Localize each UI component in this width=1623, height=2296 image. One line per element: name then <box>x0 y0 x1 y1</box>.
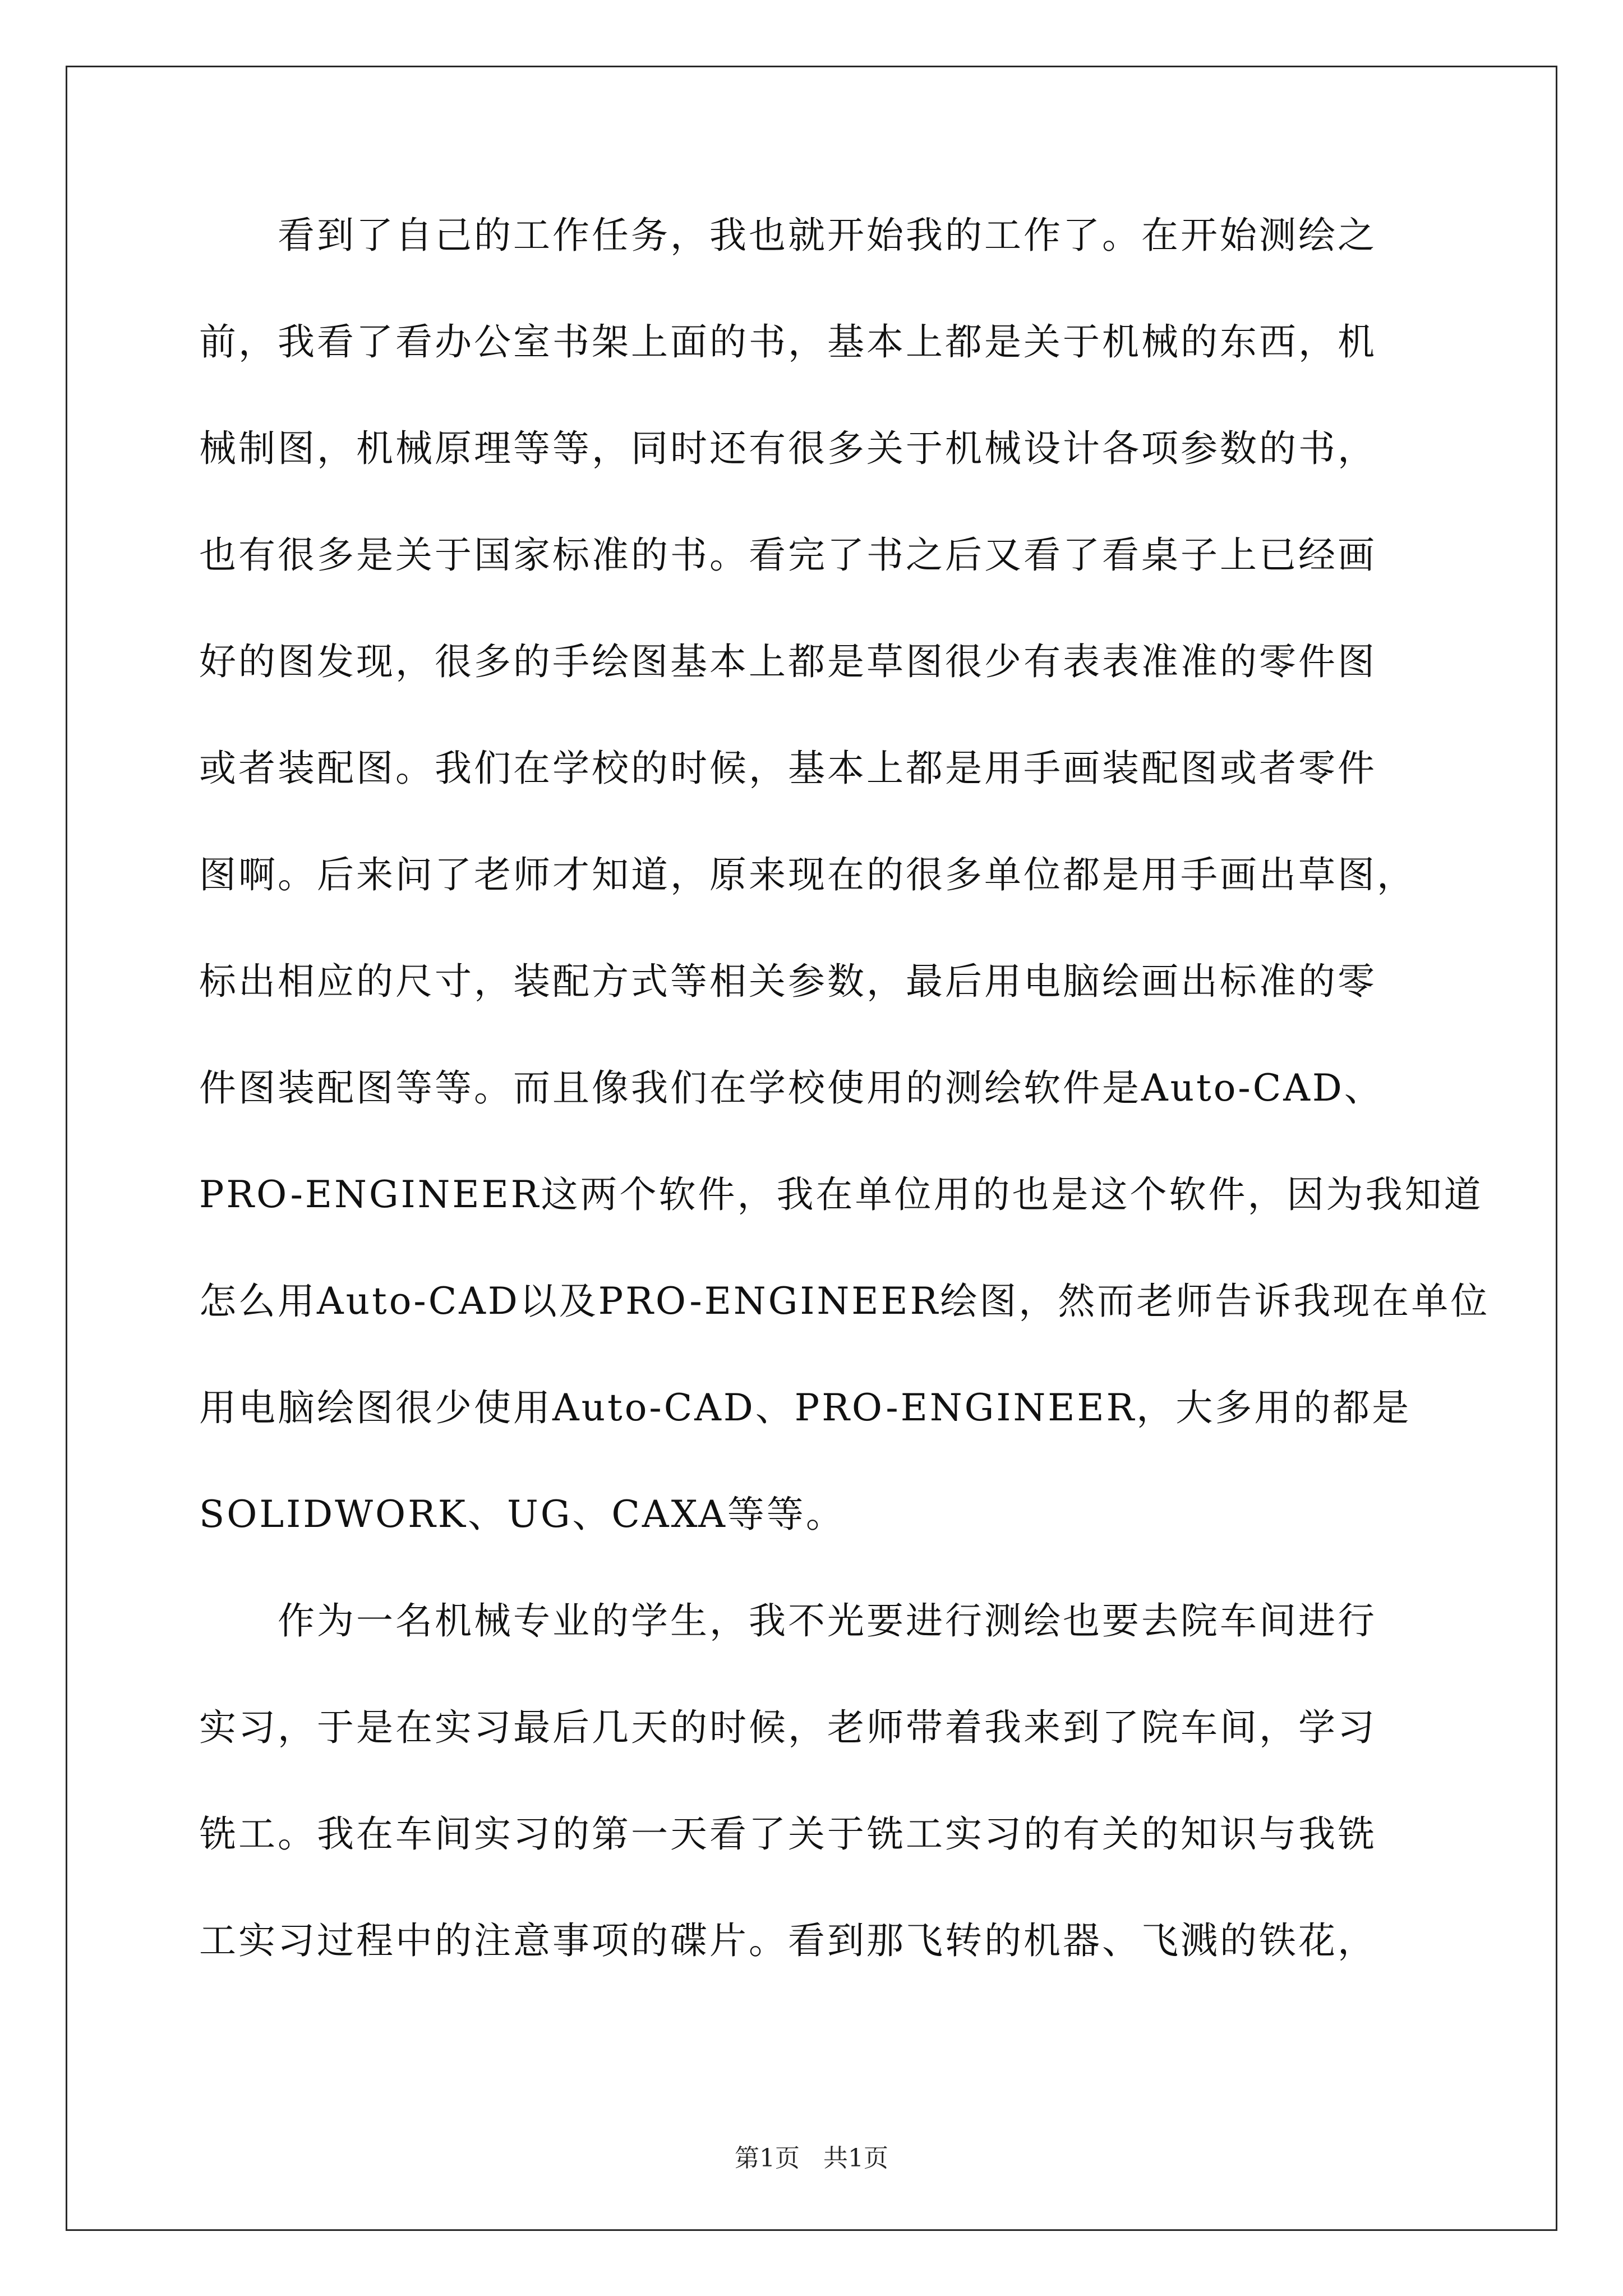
paragraph-line: 也有很多是关于国家标准的书。看完了书之后又看了看桌子上已经画 <box>199 533 1377 577</box>
page-footer <box>0 2142 1623 2175</box>
paragraph-line: 标出相应的尺寸，装配方式等相关参数，最后用电脑绘画出标准的零 <box>199 960 1377 1003</box>
paragraph-line: 铣工。我在车间实习的第一天看了关于铣工实习的有关的知识与我铣 <box>199 1812 1377 1856</box>
paragraph-line: 实习，于是在实习最后几天的时候，老师带着我来到了院车间，学习 <box>199 1706 1377 1749</box>
paragraph-line: 作为一名机械专业的学生，我不光要进行测绘也要去院车间进行 <box>278 1599 1377 1642</box>
paragraph-line: 图啊。后来问了老师才知道，原来现在的很多单位都是用手画出草图， <box>199 853 1416 896</box>
paragraph-line: 用电脑绘图很少使用Auto-CAD、PRO-ENGINEER，大多用的都是 <box>199 1386 1412 1429</box>
paragraph-line: 怎么用Auto-CAD以及PRO-ENGINEER绘图，然而老师告诉我现在单位 <box>199 1280 1490 1323</box>
paragraph-line: 工实习过程中的注意事项的碟片。看到那飞转的机器、飞溅的铁花， <box>199 1919 1377 1962</box>
paragraph-line: SOLIDWORK、UG、CAXA等等。 <box>199 1493 845 1536</box>
paragraph-line: PRO-ENGINEER这两个软件，我在单位用的也是这个软件，因为我知道 <box>199 1173 1483 1216</box>
paragraph-line: 或者装配图。我们在学校的时候，基本上都是用手画装配图或者零件 <box>199 747 1377 790</box>
paragraph-line: 件图装配图等等。而且像我们在学校使用的测绘软件是Auto-CAD、 <box>199 1066 1384 1110</box>
paragraph-line: 械制图，机械原理等等，同时还有很多关于机械设计各项参数的书， <box>199 427 1377 470</box>
page-border <box>66 66 1557 2231</box>
page-total: 共1页 <box>823 2144 888 2173</box>
paragraph-line: 前，我看了看办公室书架上面的书，基本上都是关于机械的东西，机 <box>199 320 1377 364</box>
paragraph-line: 好的图发现，很多的手绘图基本上都是草图很少有表表准准的零件图 <box>199 640 1377 683</box>
paragraph-line: 看到了自己的工作任务，我也就开始我的工作了。在开始测绘之 <box>278 214 1377 257</box>
page-number: 第1页 <box>735 2144 800 2173</box>
